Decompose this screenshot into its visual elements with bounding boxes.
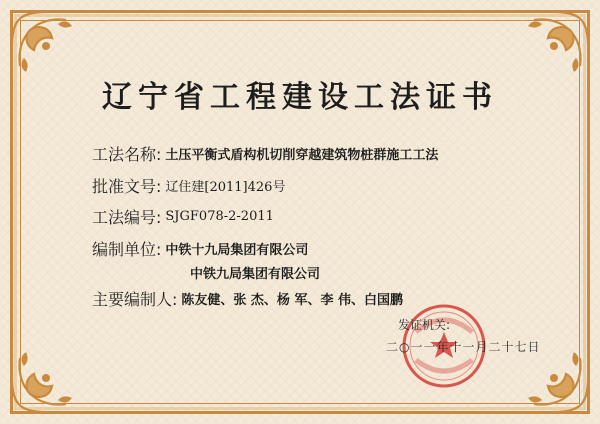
method-name-label: 工法名称: — [92, 145, 162, 164]
issue-date: 二○一一年十一月二十七日 — [386, 340, 541, 354]
method-number-row — [92, 205, 274, 228]
approval-number-row — [92, 174, 285, 197]
certificate-title: 辽宁省工程建设工法证书 — [102, 80, 498, 115]
corner-ornament-icon — [6, 340, 84, 418]
compiling-unit-1: 中铁十九局集团有限公司 — [165, 243, 309, 258]
main-authors-row — [92, 287, 403, 310]
compiling-units-row — [92, 237, 308, 260]
approval-number-value: 辽住建[2011]426号 — [165, 180, 286, 195]
method-number-label: 工法编号: — [92, 208, 162, 227]
method-number-value: SJGF078-2-2011 — [165, 209, 274, 224]
compiling-units-label: 编制单位: — [92, 240, 162, 259]
main-authors-value: 陈友健、张 杰、杨 军、李 伟、白国鹏 — [181, 293, 403, 308]
compiling-unit-2-row — [186, 262, 320, 282]
method-name-value: 土压平衡式盾构机切削穿越建筑物桩群施工工法 — [165, 148, 439, 163]
method-name-row — [92, 142, 438, 165]
approval-number-label: 批准文号: — [92, 177, 162, 196]
main-authors-label: 主要编制人: — [92, 290, 178, 309]
issuer-label: 发证机关: — [398, 318, 451, 332]
compiling-unit-2: 中铁九局集团有限公司 — [190, 267, 321, 282]
